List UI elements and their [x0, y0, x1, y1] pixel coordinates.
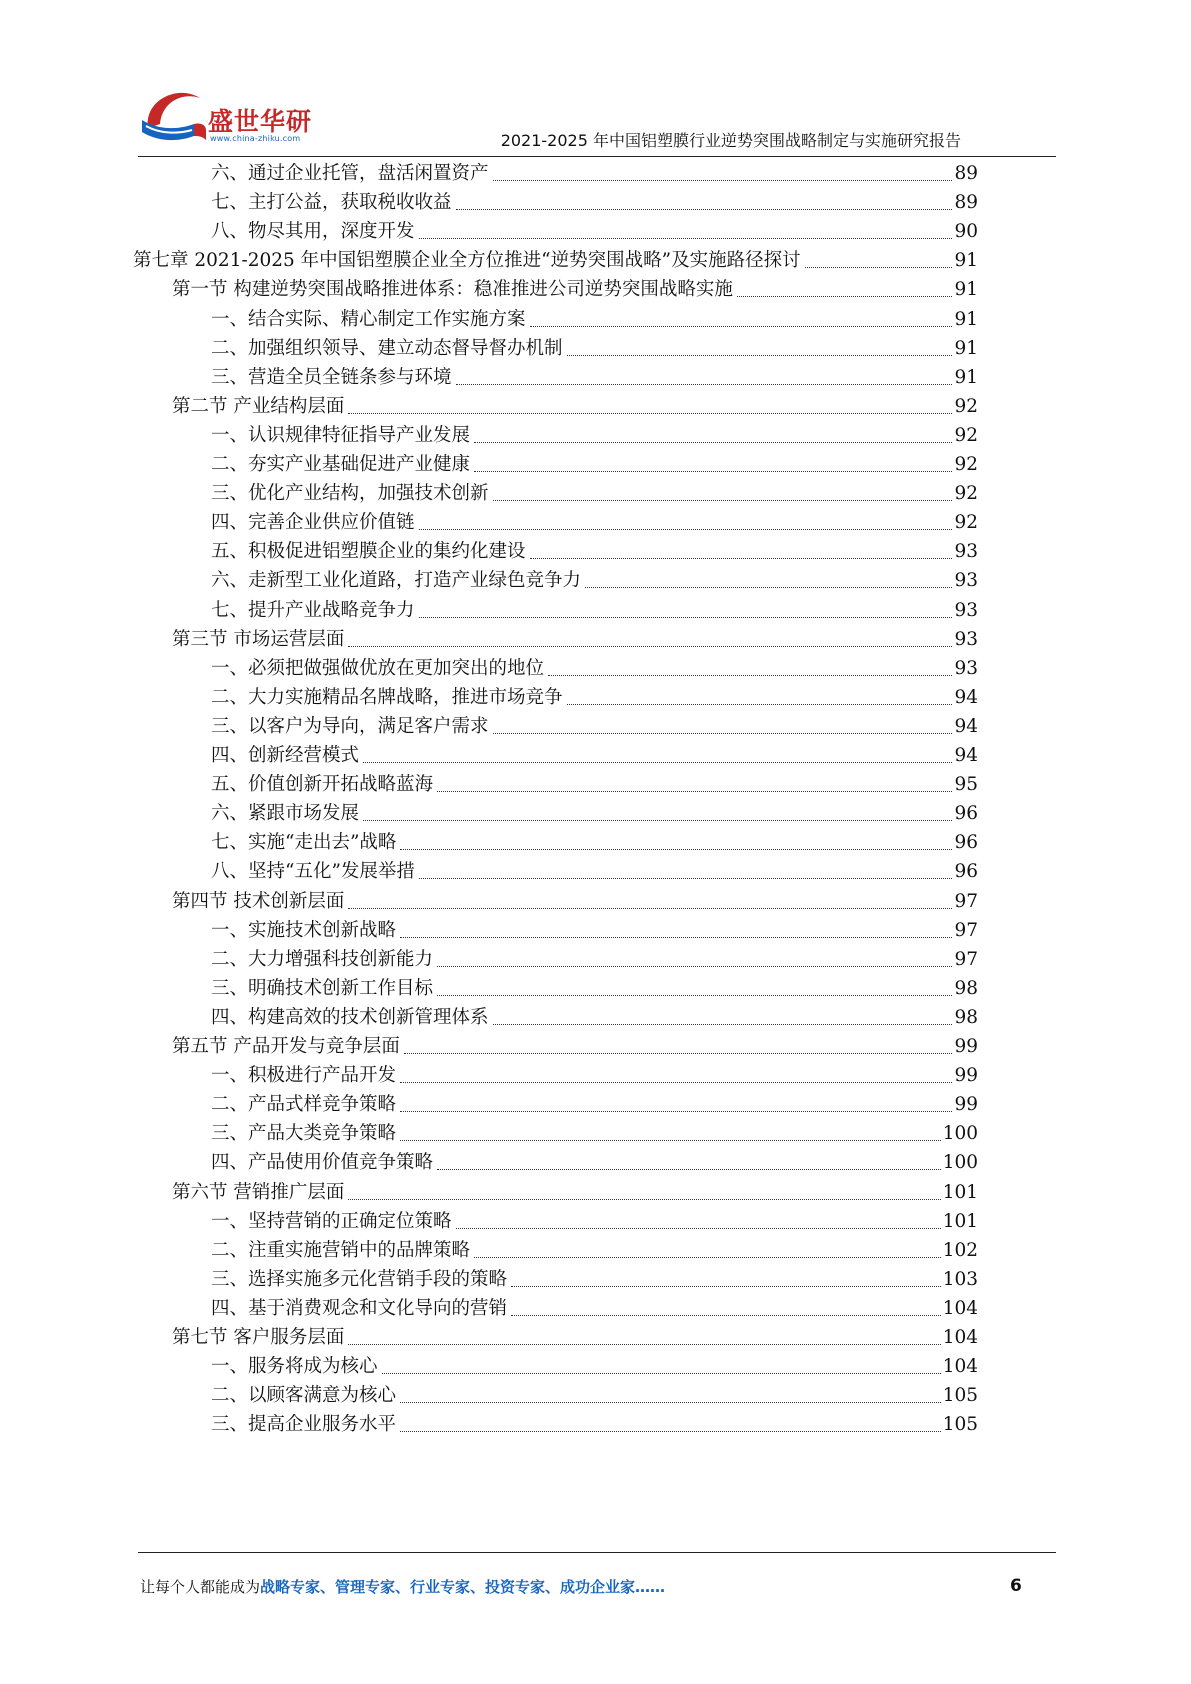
toc-leader-dots	[419, 878, 953, 879]
toc-entry[interactable]	[211, 333, 978, 364]
logo-url: www.china-zhiku.com	[210, 134, 301, 143]
toc-leader-dots	[363, 762, 952, 763]
toc-leader-dots	[511, 1315, 941, 1316]
toc-entry-page: 93	[954, 628, 978, 650]
toc-entry-page: 99	[954, 1036, 978, 1057]
toc-leader-dots	[548, 675, 952, 676]
toc-entry[interactable]	[211, 478, 978, 509]
toc-leader-dots	[437, 966, 952, 967]
toc-entry-title: 六、通过企业托管，盘活闲置资产	[211, 163, 489, 184]
toc-entry-title: 三、提高企业服务水平	[211, 1414, 397, 1436]
toc-leader-dots	[419, 238, 953, 239]
slogan-highlight: 战略专家、管理专家、行业专家、投资专家、成功企业家……	[260, 1578, 666, 1596]
toc-entry-title: 二、注重实施营销中的品牌策略	[211, 1239, 471, 1261]
toc-entry-title: 第七节 客户服务层面	[172, 1327, 345, 1348]
toc-leader-dots	[493, 733, 953, 734]
toc-entry[interactable]	[211, 1380, 978, 1411]
toc-leader-dots	[511, 1286, 941, 1287]
toc-entry-page: 97	[954, 948, 978, 970]
toc-entry-title: 二、夯实产业基础促进产业健康	[211, 454, 471, 475]
toc-entry[interactable]	[211, 1060, 978, 1091]
toc-entry-page: 102	[942, 1239, 978, 1261]
footer-slogan	[140, 1576, 665, 1597]
toc-entry[interactable]	[211, 740, 978, 771]
toc-entry[interactable]	[211, 420, 978, 451]
toc-entry-title: 七、实施“走出去”战略	[211, 832, 397, 854]
toc-entry-page: 90	[954, 221, 978, 243]
toc-entry-page: 92	[954, 395, 978, 417]
toc-entry-page: 89	[954, 163, 978, 184]
toc-entry-page: 93	[954, 570, 978, 592]
toc-entry[interactable]	[211, 1118, 978, 1149]
toc-entry-title: 六、走新型工业化道路，打造产业绿色竞争力	[211, 570, 582, 592]
toc-entry-page: 92	[954, 454, 978, 475]
toc-entry-title: 三、产品大类竞争策略	[211, 1123, 397, 1145]
toc-leader-dots	[530, 558, 953, 559]
toc-leader-dots	[400, 1111, 952, 1112]
toc-entry[interactable]	[211, 1206, 978, 1237]
toc-entry-title: 三、选择实施多元化营销手段的策略	[211, 1268, 508, 1290]
toc-entry[interactable]	[211, 682, 978, 713]
toc-entry[interactable]	[211, 798, 978, 829]
toc-entry-page: 103	[942, 1268, 978, 1290]
toc-leader-dots	[737, 296, 953, 297]
toc-entry[interactable]	[133, 245, 978, 276]
toc-leader-dots	[400, 849, 952, 850]
toc-entry-page: 93	[954, 599, 978, 621]
toc-leader-dots	[419, 529, 953, 530]
toc-entry-title: 四、产品使用价值竞争策略	[211, 1152, 434, 1174]
toc-entry-title: 六、紧跟市场发展	[211, 803, 360, 825]
toc-entry-title: 一、必须把做强做优放在更加突出的地位	[211, 657, 545, 679]
toc-leader-dots	[419, 617, 953, 618]
toc-leader-dots	[363, 820, 952, 821]
toc-leader-dots	[474, 471, 952, 472]
toc-leader-dots	[348, 1199, 940, 1200]
toc-entry-title: 三、以客户为导向，满足客户需求	[211, 715, 489, 737]
toc-entry-page: 93	[954, 541, 978, 563]
toc-entry[interactable]	[211, 565, 978, 596]
toc-entry[interactable]	[211, 856, 978, 887]
toc-entry-page: 98	[954, 1006, 978, 1028]
toc-leader-dots	[493, 1024, 953, 1025]
toc-entry[interactable]	[211, 711, 978, 742]
toc-leader-dots	[348, 413, 952, 414]
toc-leader-dots	[400, 1402, 941, 1403]
toc-entry-title: 一、积极进行产品开发	[211, 1065, 397, 1087]
document-title: 2021-2025 年中国铝塑膜行业逆势突围战略制定与实施研究报告	[500, 131, 961, 150]
toc-entry-page: 105	[942, 1414, 978, 1436]
toc-entry-title: 第五节 产品开发与竞争层面	[172, 1036, 400, 1057]
toc-entry[interactable]	[211, 187, 978, 218]
toc-entry-page: 99	[954, 1065, 978, 1087]
toc-entry-page: 104	[942, 1327, 978, 1348]
toc-leader-dots	[493, 180, 953, 181]
toc-entry-page: 99	[954, 1094, 978, 1116]
toc-entry[interactable]	[172, 886, 978, 917]
toc-entry-page: 101	[942, 1181, 978, 1203]
toc-entry-title: 一、结合实际、精心制定工作实施方案	[211, 308, 526, 330]
toc-entry-page: 96	[954, 832, 978, 854]
toc-entry[interactable]	[211, 216, 978, 247]
toc-entry[interactable]	[211, 653, 978, 684]
toc-entry-title: 第二节 产业结构层面	[172, 395, 345, 417]
toc-entry-page: 94	[954, 686, 978, 708]
toc-entry-title: 第七章 2021-2025 年中国铝塑膜企业全方位推进“逆势突围战略”及实施路径探讨	[133, 250, 801, 272]
toc-leader-dots	[530, 326, 953, 327]
toc-entry-title: 一、服务将成为核心	[211, 1356, 378, 1378]
toc-entry[interactable]	[211, 158, 978, 189]
toc-entry-title: 三、营造全员全链条参与环境	[211, 366, 452, 388]
toc-leader-dots	[400, 1431, 941, 1432]
toc-entry-page: 104	[942, 1356, 978, 1378]
page-number: 6	[1010, 1576, 1022, 1596]
toc-entry-title: 二、大力实施精品名牌战略，推进市场竞争	[211, 686, 563, 708]
toc-entry-page: 91	[954, 366, 978, 388]
toc-entry-title: 七、提升产业战略竞争力	[211, 599, 415, 621]
header-divider	[138, 156, 1056, 157]
toc-leader-dots	[348, 1344, 940, 1345]
toc-entry[interactable]	[211, 1002, 978, 1033]
toc-entry-title: 第四节 技术创新层面	[172, 890, 345, 912]
toc-entry-title: 四、构建高效的技术创新管理体系	[211, 1006, 489, 1028]
toc-entry-title: 二、产品式样竞争策略	[211, 1094, 397, 1116]
toc-entry-page: 94	[954, 745, 978, 766]
toc-entry-page: 92	[954, 512, 978, 534]
toc-entry[interactable]	[172, 274, 978, 305]
toc-entry[interactable]	[211, 1235, 978, 1266]
toc-entry[interactable]	[211, 769, 978, 800]
toc-entry-page: 105	[942, 1385, 978, 1407]
toc-entry[interactable]	[211, 1089, 978, 1120]
toc-entry-page: 94	[954, 715, 978, 737]
toc-entry-page: 91	[954, 308, 978, 330]
logo-text: 盛世华研	[208, 107, 313, 136]
toc-leader-dots	[437, 1169, 941, 1170]
toc-entry-page: 91	[954, 279, 978, 301]
toc-entry-title: 第一节 构建逆势突围战略推进体系：稳准推进公司逆势突围战略实施	[172, 279, 733, 301]
toc-entry-page: 89	[954, 192, 978, 214]
toc-entry-page: 104	[942, 1297, 978, 1319]
toc-entry-title: 八、坚持“五化”发展举措	[211, 861, 415, 883]
toc-leader-dots	[474, 442, 952, 443]
toc-entry-title: 八、物尽其用，深度开发	[211, 221, 415, 243]
toc-leader-dots	[400, 1082, 952, 1083]
toc-entry-title: 四、基于消费观念和文化导向的营销	[211, 1297, 508, 1319]
toc-entry-page: 91	[954, 250, 978, 272]
toc-entry-page: 92	[954, 483, 978, 505]
toc-entry[interactable]	[211, 827, 978, 858]
toc-entry[interactable]	[211, 1264, 978, 1295]
toc-leader-dots	[456, 209, 953, 210]
toc-entry-title: 三、优化产业结构，加强技术创新	[211, 483, 489, 505]
toc-leader-dots	[474, 1257, 941, 1258]
toc-entry-title: 四、创新经营模式	[211, 745, 360, 766]
toc-entry-page: 97	[954, 890, 978, 912]
toc-leader-dots	[805, 267, 953, 268]
toc-leader-dots	[400, 1140, 941, 1141]
toc-entry[interactable]	[211, 915, 978, 946]
toc-entry-page: 95	[954, 774, 978, 796]
toc-leader-dots	[437, 995, 952, 996]
toc-entry-title: 二、大力增强科技创新能力	[211, 948, 434, 970]
toc-leader-dots	[404, 1053, 953, 1054]
toc-entry-page: 96	[954, 803, 978, 825]
toc-entry-title: 五、价值创新开拓战略蓝海	[211, 774, 434, 796]
toc-entry-title: 七、主打公益，获取税收收益	[211, 192, 452, 214]
toc-entry-title: 第六节 营销推广层面	[172, 1181, 345, 1203]
toc-leader-dots	[348, 908, 952, 909]
toc-leader-dots	[400, 937, 952, 938]
toc-entry[interactable]	[211, 595, 978, 626]
toc-leader-dots	[348, 646, 952, 647]
toc-entry-title: 二、加强组织领导、建立动态督导督办机制	[211, 337, 563, 359]
toc-leader-dots	[567, 704, 953, 705]
toc-entry-title: 第三节 市场运营层面	[172, 628, 345, 650]
footer-divider	[138, 1552, 1056, 1553]
toc-entry[interactable]	[211, 1351, 978, 1382]
page-header	[0, 0, 1191, 160]
toc-leader-dots	[382, 1373, 941, 1374]
toc-entry-page: 93	[954, 657, 978, 679]
toc-entry-title: 三、明确技术创新工作目标	[211, 977, 434, 999]
toc-entry[interactable]	[211, 973, 978, 1004]
toc-entry[interactable]	[172, 1031, 978, 1062]
toc-entry[interactable]	[172, 624, 978, 655]
toc-leader-dots	[437, 791, 952, 792]
toc-entry-title: 四、完善企业供应价值链	[211, 512, 415, 534]
toc-entry-page: 97	[954, 919, 978, 941]
toc-entry-title: 二、以顾客满意为核心	[211, 1385, 397, 1407]
toc-entry[interactable]	[211, 304, 978, 335]
toc-entry-page: 101	[942, 1210, 978, 1232]
toc-leader-dots	[493, 500, 953, 501]
toc-entry-title: 五、积极促进铝塑膜企业的集约化建设	[211, 541, 526, 563]
toc-entry[interactable]	[172, 1322, 978, 1353]
toc-leader-dots	[456, 1228, 941, 1229]
toc-entry[interactable]	[211, 1147, 978, 1178]
toc-entry-title: 一、实施技术创新战略	[211, 919, 397, 941]
toc-entry[interactable]	[211, 1293, 978, 1324]
toc-entry-page: 100	[942, 1123, 978, 1145]
toc-entry-page: 96	[954, 861, 978, 883]
toc-entry[interactable]	[211, 449, 978, 480]
slogan-prefix: 让每个人都能成为	[140, 1578, 261, 1596]
toc-entry[interactable]	[211, 944, 978, 975]
toc-entry[interactable]	[172, 391, 978, 422]
toc-entry-page: 100	[942, 1152, 978, 1174]
toc-entry[interactable]	[211, 362, 978, 393]
toc-entry-page: 98	[954, 977, 978, 999]
toc-leader-dots	[456, 384, 953, 385]
toc-leader-dots	[567, 355, 953, 356]
toc-entry[interactable]	[211, 536, 978, 567]
toc-entry[interactable]	[172, 1177, 978, 1208]
toc-leader-dots	[585, 587, 952, 588]
toc-entry[interactable]	[211, 1409, 978, 1440]
toc-entry-page: 91	[954, 337, 978, 359]
toc-entry-title: 一、认识规律特征指导产业发展	[211, 424, 471, 446]
toc-entry[interactable]	[211, 507, 978, 538]
toc-entry-page: 92	[954, 424, 978, 446]
toc-entry-title: 一、坚持营销的正确定位策略	[211, 1210, 452, 1232]
